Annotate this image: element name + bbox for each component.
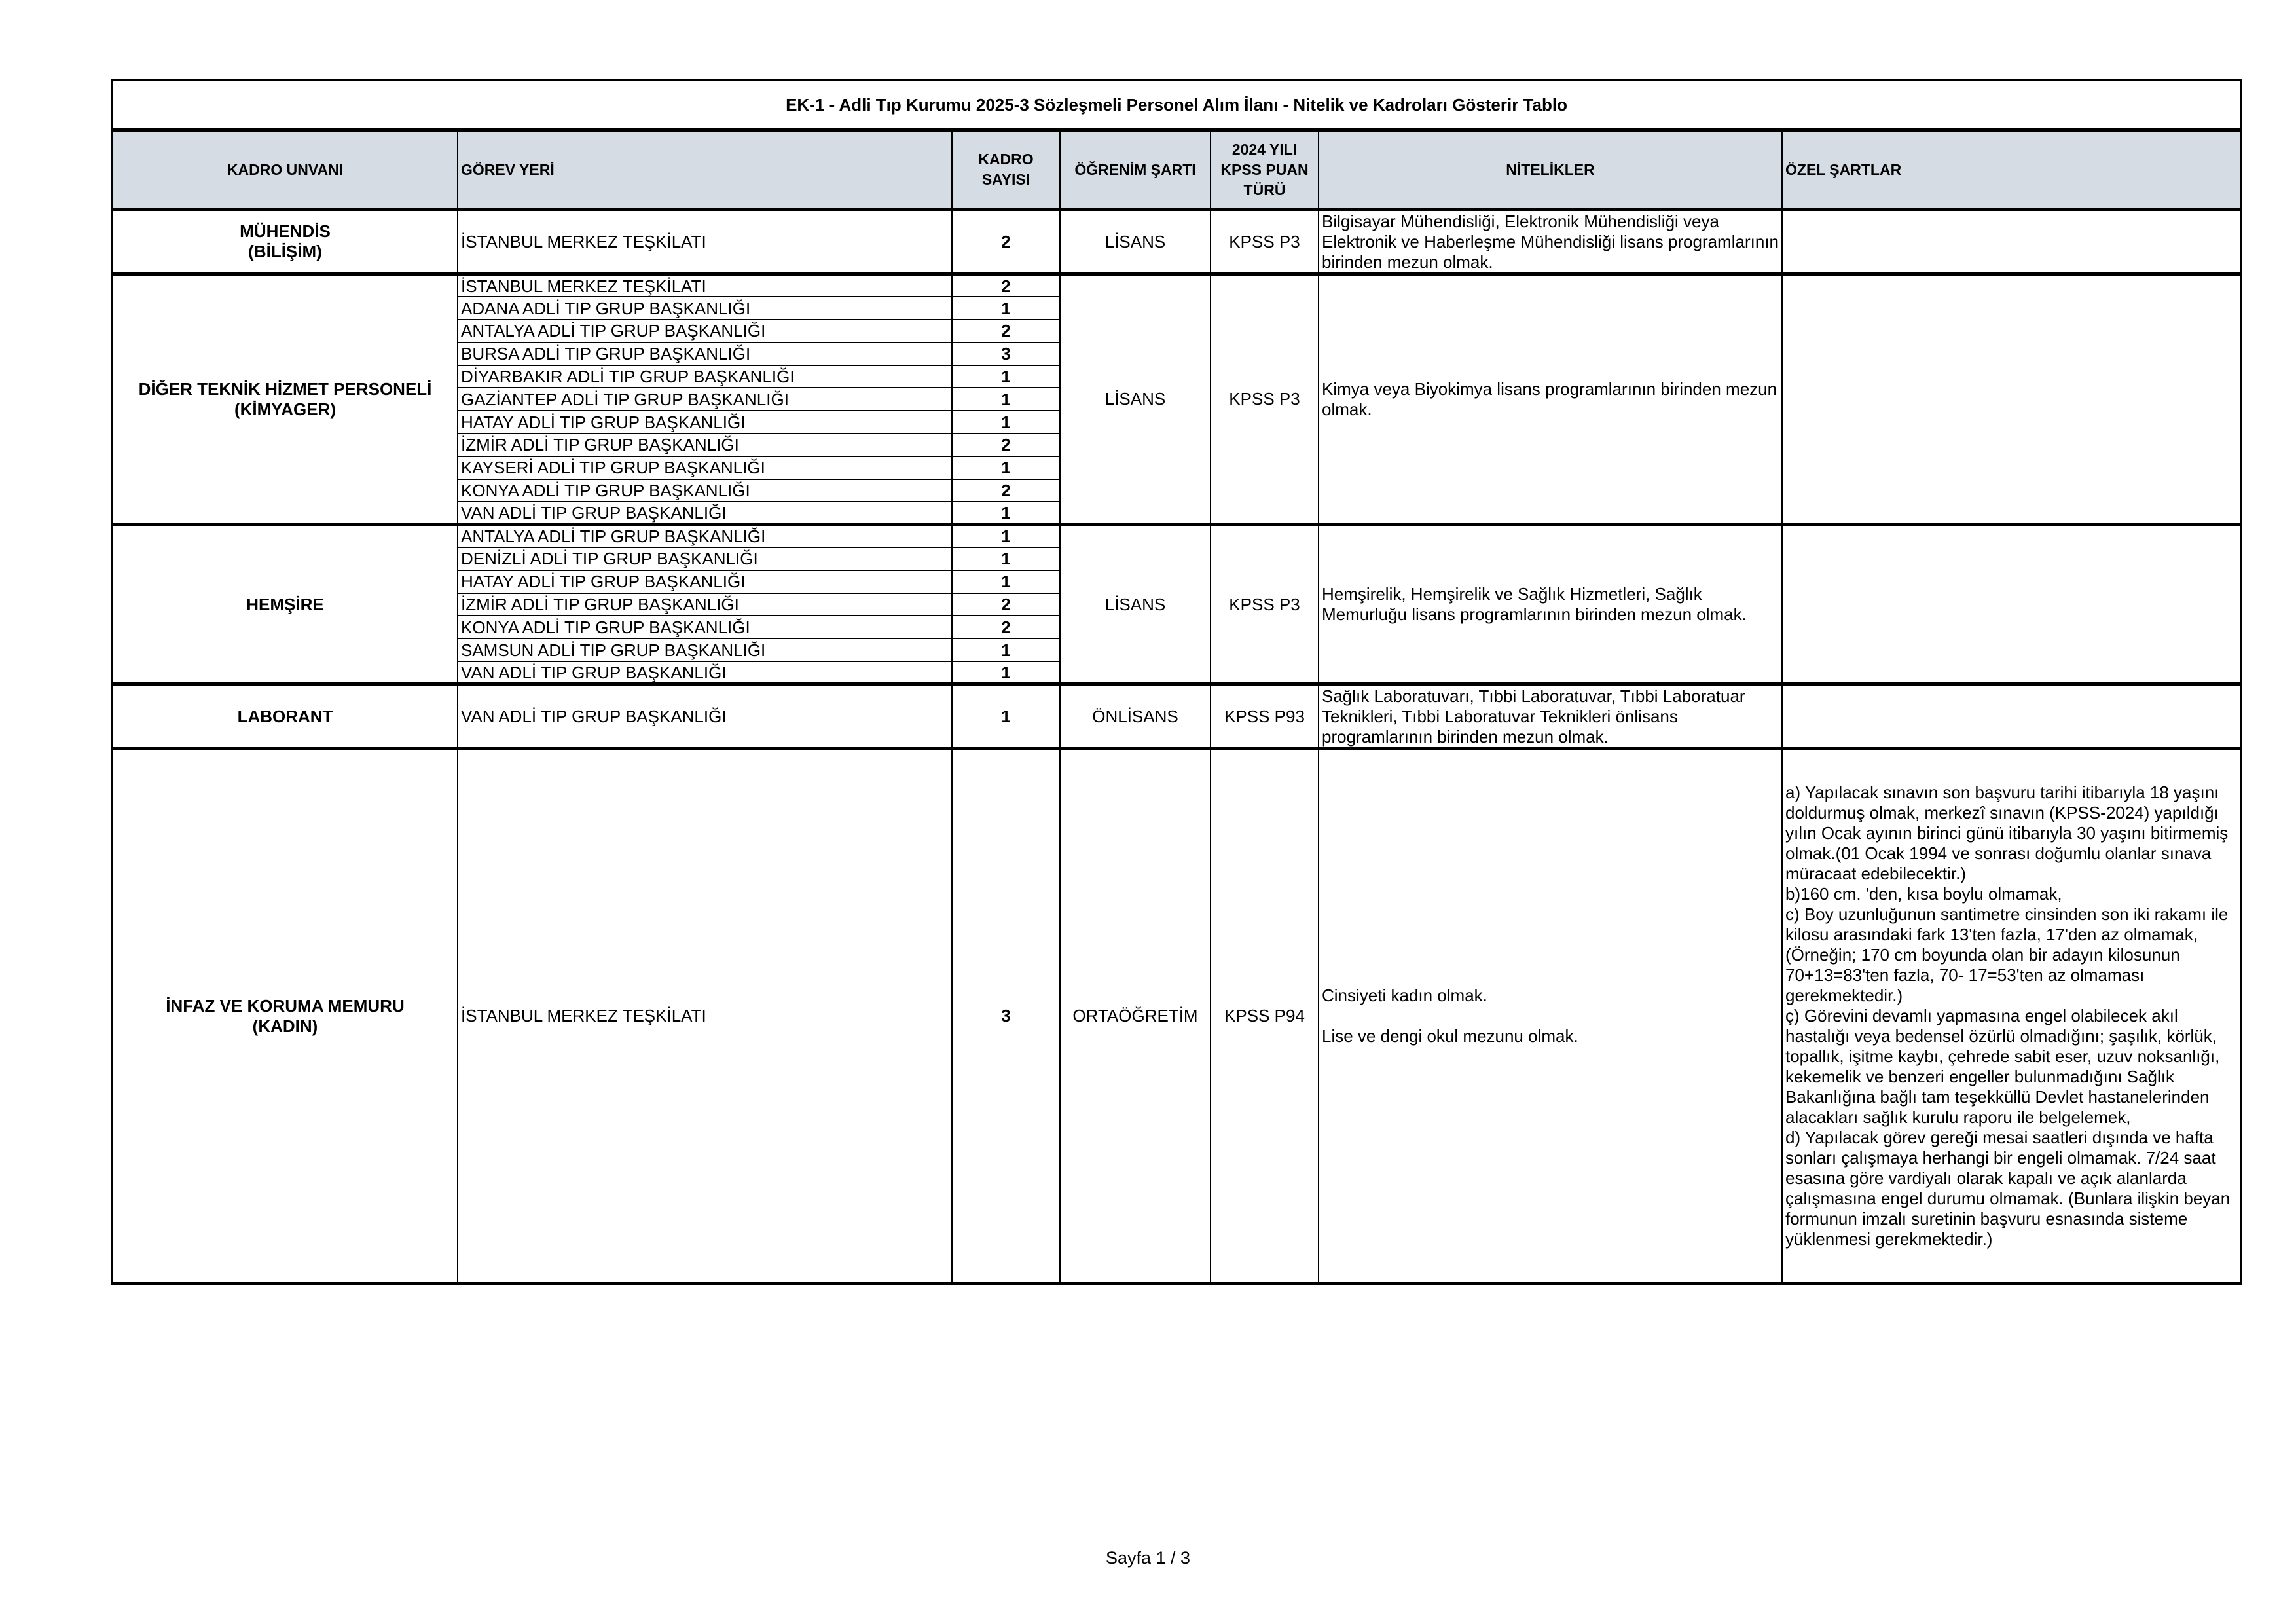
nitelik-text: Hemşirelik, Hemşirelik ve Sağlık Hizmetleri, Sağlık Memurluğu lisans programlarının birinden mezun olmak.: [1322, 584, 1747, 625]
kadro-sayisi: 1: [952, 456, 1060, 479]
kadro-sayisi: 1: [952, 684, 1060, 749]
nitelikler-cell: [1319, 210, 1782, 274]
nitelik-text: Bilgisayar Mühendisliği, Elektronik Mühendisliği veya Elektronik ve Haberleşme Mühendisliği lisans programlarının birinden mezun olmak.: [1322, 211, 1779, 272]
nitelik-text: Lise ve dengi okul mezunu olmak.: [1322, 1026, 1578, 1046]
kadro-unvani: HEMŞİRE: [246, 594, 324, 614]
header-kadro-sayisi-line2: SAYISI: [981, 171, 1030, 188]
positions-table: [111, 79, 2242, 1285]
header-row: [112, 130, 2241, 210]
kpss-puan-turu: KPSS P93: [1211, 684, 1319, 749]
kadro-sayisi: 1: [952, 388, 1060, 411]
table-title: EK-1 - Adli Tıp Kurumu 2025-3 Sözleşmeli Personel Alım İlanı - Nitelik ve Kadroları Gösterir Tablo: [112, 80, 2241, 130]
table-row: [112, 525, 2241, 547]
ozel-sartlar-cell: [1782, 525, 2241, 684]
nitelik-text: Sağlık Laboratuvarı, Tıbbi Laboratuvar, Tıbbi Laboratuar Teknikleri, Tıbbi Laboratuvar Teknikleri önlisans programlarının birinden mezun olmak.: [1322, 686, 1745, 747]
kadro-unvani-cell: [112, 749, 458, 1283]
ogrenim-sarti: ÖNLİSANS: [1060, 684, 1211, 749]
ozel-sartlar-cell: [1782, 210, 2241, 274]
kadro-unvani-cell: [112, 684, 458, 749]
ogrenim-sarti: LİSANS: [1060, 525, 1211, 684]
kadro-sayisi: 1: [952, 365, 1060, 388]
paragraph-gap: [1322, 1006, 1779, 1026]
table-row: [112, 749, 2241, 1283]
kadro-unvani: İNFAZ VE KORUMA MEMURU: [166, 995, 405, 1016]
kpss-puan-turu: KPSS P3: [1211, 210, 1319, 274]
kadro-sayisi: 1: [952, 411, 1060, 434]
header-kpss-puan-turu: [1211, 130, 1319, 210]
nitelikler-cell: [1319, 749, 1782, 1283]
header-kpss-line3: TÜRÜ: [1243, 181, 1286, 198]
kadro-sayisi: 2: [952, 616, 1060, 638]
kadro-sayisi: 1: [952, 570, 1060, 593]
gorev-yeri: İZMİR ADLİ TIP GRUP BAŞKANLIĞI: [458, 593, 952, 616]
ogrenim-sarti: LİSANS: [1060, 210, 1211, 274]
kadro-sayisi: 3: [952, 342, 1060, 365]
gorev-yeri: KONYA ADLİ TIP GRUP BAŞKANLIĞI: [458, 616, 952, 638]
kadro-unvani: MÜHENDİS: [240, 221, 331, 241]
kadro-unvani-sub: (KADIN): [252, 1016, 318, 1036]
gorev-yeri: DENİZLİ ADLİ TIP GRUP BAŞKANLIĞI: [458, 547, 952, 570]
kadro-sayisi: 2: [952, 479, 1060, 502]
header-kadro-sayisi: [952, 130, 1060, 210]
gorev-yeri: İSTANBUL MERKEZ TEŞKİLATI: [458, 749, 952, 1283]
kadro-sayisi: 2: [952, 320, 1060, 342]
gorev-yeri: İSTANBUL MERKEZ TEŞKİLATI: [458, 210, 952, 274]
gorev-yeri: VAN ADLİ TIP GRUP BAŞKANLIĞI: [458, 502, 952, 525]
gorev-yeri: ADANA ADLİ TIP GRUP BAŞKANLIĞI: [458, 297, 952, 320]
ozel-sartlar-cell: [1782, 274, 2241, 525]
gorev-yeri: VAN ADLİ TIP GRUP BAŞKANLIĞI: [458, 661, 952, 684]
gorev-yeri: KONYA ADLİ TIP GRUP BAŞKANLIĞI: [458, 479, 952, 502]
nitelik-text: Kimya veya Biyokimya lisans programlarının birinden mezun olmak.: [1322, 378, 1777, 419]
header-nitelikler: NİTELİKLER: [1319, 130, 1782, 210]
page-number: Sayfa 1 / 3: [1105, 1548, 1191, 1568]
gorev-yeri: HATAY ADLİ TIP GRUP BAŞKANLIĞI: [458, 411, 952, 434]
header-kpss-line1: 2024 YILI: [1231, 140, 1298, 158]
header-kpss-line2: KPSS PUAN: [1220, 160, 1309, 178]
ozel-sart-item: d) Yapılacak görev gereği mesai saatleri dışında ve hafta sonları çalışmaya herhangi bir engeli olmamak. 7/24 saat esasına göre vardiyalı olarak kapalı ve açık alanlarda çalışmasına engel durumu olmamak. (Bunlara ilişkin beyan formunun imzalı suretinin başvuru esnasında sisteme yüklenmesi gerekmektedir.): [1785, 1128, 2231, 1249]
table-row: [112, 210, 2241, 274]
ozel-sart-item: b)160 cm. 'den, kısa boylu olmamak,: [1785, 884, 2062, 904]
kpss-puan-turu: KPSS P3: [1211, 274, 1319, 525]
gorev-yeri: HATAY ADLİ TIP GRUP BAŞKANLIĞI: [458, 570, 952, 593]
ozel-sartlar-cell: [1782, 684, 2241, 749]
gorev-yeri: ANTALYA ADLİ TIP GRUP BAŞKANLIĞI: [458, 525, 952, 547]
gorev-yeri: VAN ADLİ TIP GRUP BAŞKANLIĞI: [458, 684, 952, 749]
ozel-sartlar-cell: [1782, 749, 2241, 1283]
header-kadro-unvani: KADRO UNVANI: [112, 130, 458, 210]
kadro-sayisi: 1: [952, 547, 1060, 570]
ozel-sart-item: c) Boy uzunluğunun santimetre cinsinden son iki rakamı ile kilosu arasındaki fark 13'ten fazla, 17'den az olmamak, (Örneğin; 170 cm boyunda olan bir adayın kilosunun 70+13=83'ten fazla, 70- 17=53'ten az olmaması gerekmektedir.): [1785, 904, 2229, 1006]
gorev-yeri: BURSA ADLİ TIP GRUP BAŞKANLIĞI: [458, 342, 952, 365]
kpss-puan-turu: KPSS P3: [1211, 525, 1319, 684]
kadro-unvani-cell: [112, 525, 458, 684]
gorev-yeri: İSTANBUL MERKEZ TEŞKİLATI: [458, 274, 952, 297]
kadro-sayisi: 3: [952, 749, 1060, 1283]
kadro-sayisi: 1: [952, 661, 1060, 684]
kadro-sayisi: 1: [952, 525, 1060, 547]
table-row: [112, 684, 2241, 749]
kadro-unvani-sub: (BİLİŞİM): [248, 242, 322, 261]
kadro-unvani-cell: [112, 210, 458, 274]
nitelikler-cell: [1319, 274, 1782, 525]
gorev-yeri: İZMİR ADLİ TIP GRUP BAŞKANLIĞI: [458, 434, 952, 456]
kadro-sayisi: 2: [952, 274, 1060, 297]
kadro-sayisi: 2: [952, 593, 1060, 616]
gorev-yeri: GAZİANTEP ADLİ TIP GRUP BAŞKANLIĞI: [458, 388, 952, 411]
kadro-sayisi: 2: [952, 210, 1060, 274]
kadro-sayisi: 1: [952, 638, 1060, 661]
nitelikler-cell: [1319, 525, 1782, 684]
kadro-sayisi: 1: [952, 297, 1060, 320]
gorev-yeri: DİYARBAKIR ADLİ TIP GRUP BAŞKANLIĞI: [458, 365, 952, 388]
ogrenim-sarti: ORTAÖĞRETİM: [1060, 749, 1211, 1283]
kadro-unvani: LABORANT: [237, 706, 333, 726]
header-gorev-yeri: GÖREV YERİ: [458, 130, 952, 210]
header-kadro-sayisi-line1: KADRO: [978, 151, 1034, 168]
kadro-unvani: DİĞER TEKNİK HİZMET PERSONELİ: [138, 378, 432, 399]
ozel-sart-item: ç) Görevini devamlı yapmasına engel olabilecek akıl hastalığı veya bedensel özürlü olmadığını; şaşılık, körlük, topallık, işitme kaybı, çehrede sabit eser, uzuv noksanlığı, kekemelik ve benzeri engeller bulunmadığını Sağlık Bakanlığına bağlı tam teşekküllü Devlet hastanelerinden alacakları sağlık kurulu raporu ile belgelemek,: [1785, 1006, 2220, 1128]
table-body: [112, 210, 2241, 1283]
ozel-sart-item: a) Yapılacak sınavın son başvuru tarihi itibarıyla 18 yaşını doldurmuş olmak, merkezî sınavın (KPSS-2024) yapıldığı yılın Ocak ayının birinci günü itibarıyla 30 yaşını bitirmemiş olmak.(01 Ocak 1994 ve sonrası doğumlu olanlar sınava müracaat edebilecektir.): [1785, 783, 2229, 884]
kadro-sayisi: 1: [952, 502, 1060, 525]
ogrenim-sarti: LİSANS: [1060, 274, 1211, 525]
kadro-sayisi: 2: [952, 434, 1060, 456]
header-ogrenim-sarti: ÖĞRENİM ŞARTI: [1060, 130, 1211, 210]
gorev-yeri: KAYSERİ ADLİ TIP GRUP BAŞKANLIĞI: [458, 456, 952, 479]
header-ozel-sartlar: ÖZEL ŞARTLAR: [1782, 130, 2241, 210]
nitelik-text: Cinsiyeti kadın olmak.: [1322, 986, 1487, 1006]
table-row: [112, 274, 2241, 297]
kadro-unvani-cell: [112, 274, 458, 525]
kadro-unvani-sub: (KİMYAGER): [234, 399, 337, 419]
kpss-puan-turu: KPSS P94: [1211, 749, 1319, 1283]
gorev-yeri: SAMSUN ADLİ TIP GRUP BAŞKANLIĞI: [458, 638, 952, 661]
nitelikler-cell: [1319, 684, 1782, 749]
gorev-yeri: ANTALYA ADLİ TIP GRUP BAŞKANLIĞI: [458, 320, 952, 342]
